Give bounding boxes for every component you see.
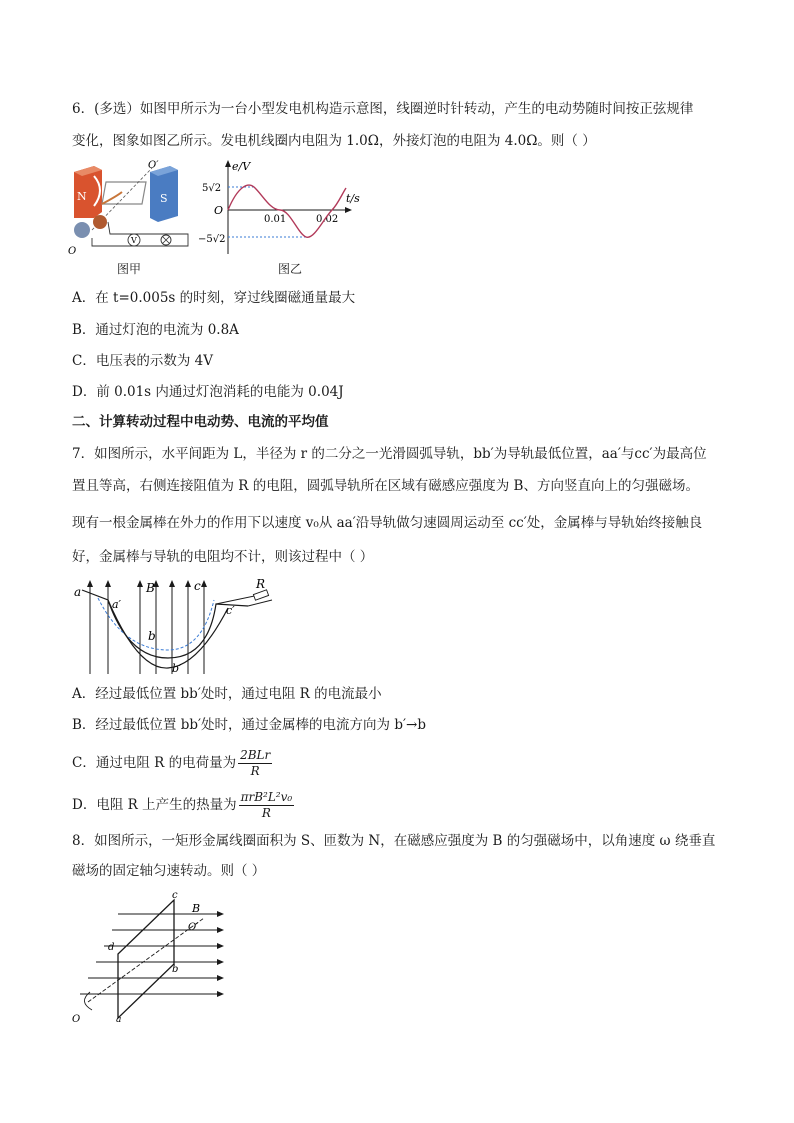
label-o-prime: O′ [188,922,199,933]
graph-xtick-002: 0.02 [316,214,339,225]
fraction-denominator: R [250,764,260,778]
label-c: c [194,579,201,593]
graph-xtick-001: 0.01 [264,214,287,225]
q6-option-d: D．前 0.01s 内通过灯泡消耗的电能为 0.04J [72,384,344,400]
label-b-prime: b′ [172,662,182,675]
section-heading: 二、计算转动过程中电动势、电流的平均值 [72,414,329,430]
label-b: b [148,629,156,643]
label-c: c [172,890,178,901]
label-b: b [172,964,179,975]
graph-ytick-pos: 5√2 [202,183,222,194]
graph-origin: O [214,204,224,217]
graph-ytick-neg: −5√2 [198,234,226,245]
q7-option-d [72,790,722,821]
graph-xlabel: t/s [346,192,360,205]
q7-option-c [72,748,722,779]
q7-option-c-fraction [238,748,272,779]
fraction-numerator: 2BLr [240,748,271,762]
fraction-denominator: R [261,806,271,820]
label-a: a [116,1015,122,1024]
q7-option-b: B．经过最低位置 bb′处时，通过金属棒的电流方向为 b′→b [72,717,427,733]
q6-option-b: B．通过灯泡的电流为 0.8A [72,322,239,338]
q6-figure-jia [62,160,192,260]
q7-option-d-text: D．电阻 R 上产生的热量为 [72,797,237,813]
label-d: d [108,942,115,953]
q7-stem-line1: 7．如图所示，水平间距为 L，半径为 r 的二分之一光滑圆弧导轨，bb′为导轨最低位置，aa′与cc′为最高位 [72,446,707,462]
q7-stem-line2: 置且等高，右侧连接阻值为 R 的电阻，圆弧导轨所在区域有磁感应强度为 B、方向竖直向上的匀强磁场。 [72,478,699,494]
q8-stem-line2: 磁场的固定轴匀速转动。则（ ） [72,863,266,879]
label-R: R [256,577,266,591]
sine-curve [228,185,346,237]
q6-option-c: C．电压表的示数为 4V [72,353,213,369]
fraction-numerator: πrB²L²v₀ [240,790,293,804]
q6-fig-jia-caption: 图甲 [117,262,142,276]
q8-stem-line1: 8．如图所示，一矩形金属线圈面积为 S、匝数为 N，在磁感应强度为 B 的匀强磁场中，以角速度 ω 绕垂直 [72,833,716,849]
axis-o-label: O [68,246,77,257]
q6-fig-yi-caption: 图乙 [278,262,303,276]
q6-stem-line2: 变化，图象如图乙所示。发电机线圈内电阻为 1.0Ω，外接灯泡的电阻为 4.0Ω。则（ ） [72,133,596,149]
axis-o-prime-label: O′ [148,160,159,171]
q7-option-d-fraction [239,790,295,821]
q6-option-a: A．在 t=0.005s 的时刻，穿过线圈磁通量最大 [72,290,356,306]
label-B: B [192,902,201,915]
q6-stem-line1: 6．(多选）如图甲所示为一台小型发电机构造示意图，线圈逆时针转动，产生的电动势随时间按正弦规律 [72,101,694,117]
q7-stem-line3: 现有一根金属棒在外力的作用下以速度 v₀从 aa′沿导轨做匀速圆周运动至 cc′处，金属棒与导轨始终接触良 [72,515,703,531]
magnet-s-label: S [160,192,168,205]
label-a-prime: a′ [112,598,122,611]
magnet-n-label: N [77,190,87,203]
label-c-prime: c′ [226,604,235,617]
q7-option-a: A．经过最低位置 bb′处时，通过电阻 R 的电流最小 [72,686,382,702]
label-o: O [72,1014,81,1024]
q7-figure [68,574,288,678]
q8-figure [68,890,238,1024]
q7-option-c-text: C．通过电阻 R 的电荷量为 [72,755,237,771]
q6-figure-yi [198,158,368,258]
q7-stem-line4: 好，金属棒与导轨的电阻均不计，则该过程中（ ） [72,549,374,565]
label-B: B [146,581,155,595]
graph-ylabel: e/V [232,160,251,173]
voltmeter-label: V [131,236,137,245]
label-a: a [74,585,82,599]
